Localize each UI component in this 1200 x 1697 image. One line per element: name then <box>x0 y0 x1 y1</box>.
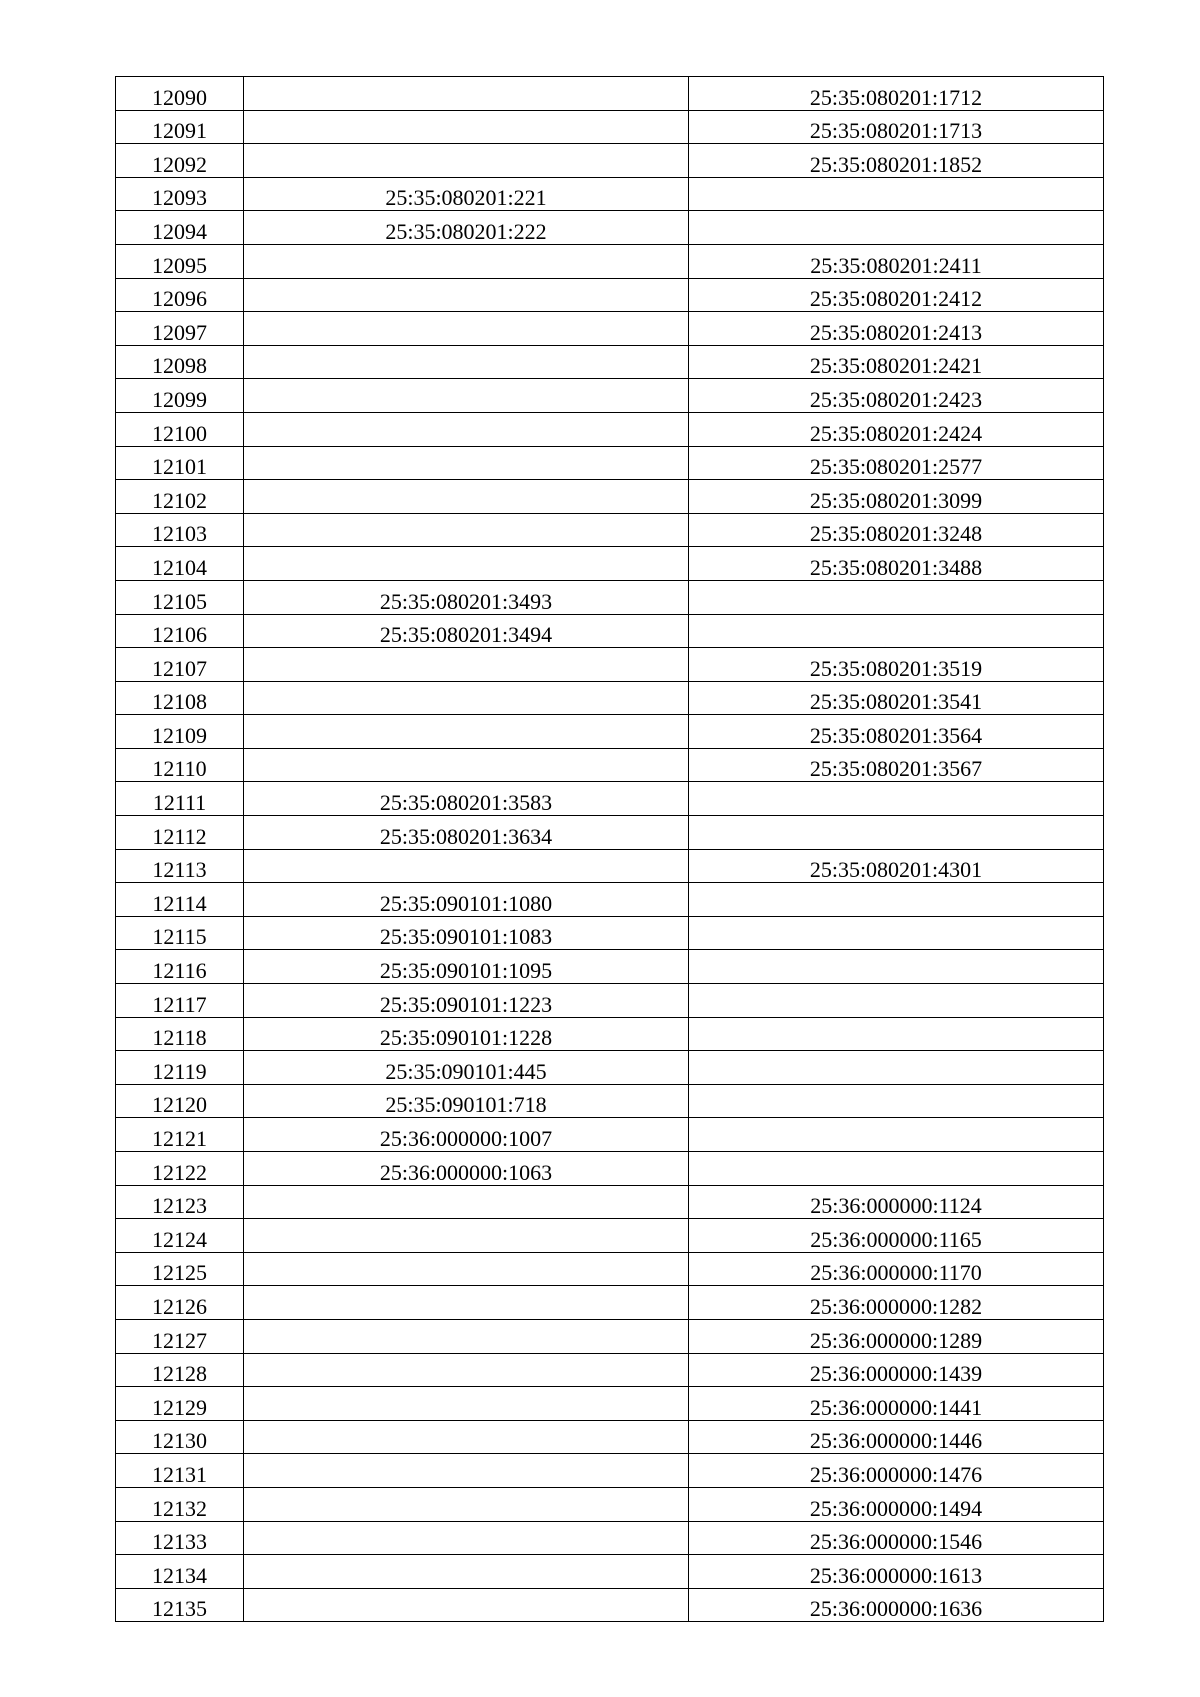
table-row <box>116 244 1104 278</box>
row-number-cell <box>116 110 244 144</box>
row-number-cell <box>116 1521 244 1555</box>
cadastral-number-text-a: 25:35:080201:221 <box>385 185 547 211</box>
row-number-cell <box>116 345 244 379</box>
cadastral-number-text-b: 25:36:000000:1289 <box>809 1327 983 1353</box>
cadastral-number-cell-a <box>244 1319 689 1353</box>
row-number-text: 12095 <box>152 252 207 278</box>
cadastral-number-cell-a <box>244 547 689 581</box>
cadastral-number-text-b: 25:35:080201:2413 <box>809 319 983 345</box>
cadastral-number-cell-b <box>689 1353 1104 1387</box>
cadastral-number-cell-b <box>689 144 1104 178</box>
row-number-text: 12118 <box>152 1025 207 1051</box>
cadastral-number-text-b: 25:36:000000:1446 <box>809 1428 983 1454</box>
cadastral-number-cell-b <box>689 1084 1104 1118</box>
cadastral-number-text-a: 25:35:080201:222 <box>385 218 547 244</box>
cadastral-number-cell-a <box>244 345 689 379</box>
row-number-text: 12121 <box>152 1126 207 1151</box>
cadastral-number-text-a: 25:35:090101:718 <box>385 1092 547 1118</box>
cadastral-number-cell-b <box>689 916 1104 950</box>
table-row <box>116 984 1104 1018</box>
table-row <box>116 1588 1104 1622</box>
row-number-cell <box>116 312 244 346</box>
cadastral-number-cell-a <box>244 1185 689 1219</box>
row-number-text: 12123 <box>152 1193 207 1219</box>
cadastral-number-cell-b <box>689 1487 1104 1521</box>
cadastral-number-table <box>115 76 1104 1622</box>
row-number-cell <box>116 1353 244 1387</box>
cadastral-number-cell-b <box>689 1185 1104 1219</box>
cadastral-number-cell-a <box>244 1051 689 1085</box>
row-number-text: 12108 <box>152 689 207 715</box>
cadastral-number-text-a: 25:35:080201:3494 <box>379 622 553 648</box>
row-number-text: 12129 <box>152 1394 207 1420</box>
cadastral-number-cell-b <box>689 614 1104 648</box>
row-number-text: 12120 <box>152 1092 207 1118</box>
cadastral-number-text-b: 25:35:080201:1712 <box>809 84 983 110</box>
table-row <box>116 211 1104 245</box>
table-row <box>116 379 1104 413</box>
table-row <box>116 1319 1104 1353</box>
cadastral-number-text-b: 25:35:080201:2577 <box>809 454 983 480</box>
table-row <box>116 513 1104 547</box>
row-number-text: 12109 <box>152 722 207 748</box>
table-row <box>116 312 1104 346</box>
cadastral-number-cell-a <box>244 816 689 850</box>
cadastral-number-cell-b <box>689 1319 1104 1353</box>
cadastral-number-cell-b <box>689 278 1104 312</box>
cadastral-number-cell-a <box>244 782 689 816</box>
cadastral-number-text-b: 25:36:000000:1165 <box>810 1226 982 1252</box>
cadastral-number-text-a: 25:35:090101:1080 <box>379 890 553 916</box>
cadastral-number-cell-b <box>689 110 1104 144</box>
cadastral-number-cell-a <box>244 984 689 1018</box>
cadastral-number-cell-b <box>689 1017 1104 1051</box>
table-row <box>116 916 1104 950</box>
cadastral-number-cell-b <box>689 816 1104 850</box>
row-number-text: 12114 <box>152 890 207 916</box>
row-number-text: 12128 <box>152 1361 207 1387</box>
cadastral-number-text-b: 25:36:000000:1282 <box>809 1293 983 1319</box>
cadastral-number-cell-a <box>244 1118 689 1152</box>
cadastral-number-text-b: 25:35:080201:3541 <box>809 689 983 715</box>
cadastral-number-cell-a <box>244 244 689 278</box>
cadastral-number-text-b: 25:36:000000:1636 <box>809 1596 983 1622</box>
row-number-cell <box>116 1017 244 1051</box>
cadastral-number-text-b: 25:35:080201:2423 <box>809 386 983 412</box>
row-number-cell <box>116 77 244 111</box>
row-number-text: 12119 <box>152 1058 207 1084</box>
row-number-cell <box>116 1588 244 1622</box>
table-row <box>116 110 1104 144</box>
table-row <box>116 1051 1104 1085</box>
table-row <box>116 1521 1104 1555</box>
row-number-cell <box>116 883 244 917</box>
row-number-text: 12099 <box>152 386 207 412</box>
cadastral-number-cell-a <box>244 1555 689 1589</box>
row-number-cell <box>116 211 244 245</box>
table-row <box>116 614 1104 648</box>
cadastral-number-cell-a <box>244 1588 689 1622</box>
row-number-cell <box>116 1454 244 1488</box>
cadastral-number-cell-b <box>689 211 1104 245</box>
cadastral-number-cell-b <box>689 580 1104 614</box>
row-number-cell <box>116 1084 244 1118</box>
row-number-text: 12132 <box>152 1495 207 1521</box>
row-number-cell <box>116 1286 244 1320</box>
row-number-text: 12116 <box>152 958 207 984</box>
cadastral-number-cell-b <box>689 1588 1104 1622</box>
row-number-text: 12090 <box>152 84 207 110</box>
cadastral-number-cell-a <box>244 412 689 446</box>
row-number-cell <box>116 480 244 514</box>
row-number-text: 12104 <box>152 554 207 580</box>
row-number-text: 12135 <box>152 1596 207 1622</box>
row-number-text: 12096 <box>152 286 207 312</box>
row-number-text: 12110 <box>152 756 207 782</box>
cadastral-number-text-b: 25:36:000000:1546 <box>809 1529 983 1555</box>
row-number-cell <box>116 547 244 581</box>
row-number-cell <box>116 748 244 782</box>
row-number-cell <box>116 1219 244 1253</box>
table-row <box>116 1118 1104 1152</box>
cadastral-number-cell-b <box>689 782 1104 816</box>
row-number-cell <box>116 782 244 816</box>
row-number-text: 12117 <box>152 991 207 1017</box>
row-number-cell <box>116 816 244 850</box>
cadastral-number-cell-a <box>244 681 689 715</box>
row-number-cell <box>116 849 244 883</box>
cadastral-number-cell-b <box>689 681 1104 715</box>
row-number-cell <box>116 681 244 715</box>
cadastral-number-cell-a <box>244 278 689 312</box>
cadastral-number-text-a: 25:35:080201:3583 <box>379 790 553 816</box>
row-number-cell <box>116 513 244 547</box>
table-row <box>116 816 1104 850</box>
row-number-cell <box>116 614 244 648</box>
cadastral-number-text-b: 25:36:000000:1124 <box>810 1193 982 1219</box>
table-row <box>116 715 1104 749</box>
cadastral-number-text-b: 25:35:080201:2412 <box>809 286 983 312</box>
table-row <box>116 1185 1104 1219</box>
table-row <box>116 1420 1104 1454</box>
row-number-cell <box>116 379 244 413</box>
table-row <box>116 412 1104 446</box>
table-row <box>116 1084 1104 1118</box>
cadastral-number-text-a: 25:36:000000:1007 <box>379 1126 553 1151</box>
cadastral-number-text-b: 25:35:080201:2424 <box>809 420 983 446</box>
cadastral-number-cell-b <box>689 1286 1104 1320</box>
cadastral-number-cell-b <box>689 1555 1104 1589</box>
cadastral-number-text-b: 25:35:080201:3564 <box>809 722 983 748</box>
table-row <box>116 950 1104 984</box>
table-row <box>116 177 1104 211</box>
row-number-text: 12131 <box>152 1461 207 1487</box>
row-number-cell <box>116 1252 244 1286</box>
cadastral-number-text-b: 25:36:000000:1476 <box>809 1461 983 1487</box>
table-row <box>116 446 1104 480</box>
cadastral-number-cell-a <box>244 77 689 111</box>
cadastral-number-cell-b <box>689 446 1104 480</box>
row-number-cell <box>116 1487 244 1521</box>
cadastral-number-cell-b <box>689 312 1104 346</box>
row-number-text: 12091 <box>152 118 207 144</box>
row-number-cell <box>116 177 244 211</box>
row-number-cell <box>116 1387 244 1421</box>
row-number-cell <box>116 1185 244 1219</box>
cadastral-number-cell-b <box>689 547 1104 581</box>
cadastral-number-text-b: 25:35:080201:2421 <box>809 353 983 379</box>
table-row <box>116 1219 1104 1253</box>
row-number-text: 12115 <box>152 924 207 950</box>
row-number-cell <box>116 1118 244 1152</box>
table-row <box>116 278 1104 312</box>
table-row <box>116 681 1104 715</box>
cadastral-number-cell-b <box>689 715 1104 749</box>
table-row <box>116 1353 1104 1387</box>
cadastral-number-cell-a <box>244 513 689 547</box>
cadastral-number-text-a: 25:35:080201:3634 <box>379 823 553 849</box>
cadastral-number-cell-b <box>689 849 1104 883</box>
table-row <box>116 849 1104 883</box>
row-number-text: 12113 <box>152 857 207 883</box>
row-number-text: 12100 <box>152 420 207 446</box>
row-number-cell <box>116 950 244 984</box>
cadastral-number-text-b: 25:36:000000:1613 <box>809 1562 983 1588</box>
cadastral-number-cell-a <box>244 580 689 614</box>
row-number-cell <box>116 580 244 614</box>
cadastral-number-cell-a <box>244 1252 689 1286</box>
cadastral-number-text-b: 25:35:080201:3488 <box>809 554 983 580</box>
table-row <box>116 77 1104 111</box>
cadastral-number-cell-a <box>244 1152 689 1186</box>
row-number-cell <box>116 984 244 1018</box>
cadastral-number-text-a: 25:35:090101:1223 <box>379 991 553 1017</box>
cadastral-number-text-a: 25:35:090101:1228 <box>379 1025 553 1051</box>
cadastral-number-text-b: 25:35:080201:1713 <box>809 118 983 144</box>
cadastral-number-cell-a <box>244 1487 689 1521</box>
row-number-cell <box>116 648 244 682</box>
row-number-cell <box>116 144 244 178</box>
row-number-cell <box>116 1555 244 1589</box>
row-number-text: 12092 <box>152 151 207 177</box>
row-number-cell <box>116 1420 244 1454</box>
table-row <box>116 1555 1104 1589</box>
table-row <box>116 580 1104 614</box>
cadastral-number-text-b: 25:35:080201:2411 <box>810 252 982 278</box>
row-number-cell <box>116 916 244 950</box>
table-row <box>116 1487 1104 1521</box>
cadastral-number-text-a: 25:35:090101:445 <box>385 1058 547 1084</box>
table-row <box>116 1454 1104 1488</box>
row-number-text: 12094 <box>152 218 207 244</box>
cadastral-number-cell-b <box>689 244 1104 278</box>
cadastral-number-cell-b <box>689 1521 1104 1555</box>
cadastral-number-cell-a <box>244 211 689 245</box>
cadastral-number-cell-a <box>244 950 689 984</box>
row-number-text: 12101 <box>152 454 207 480</box>
cadastral-number-text-b: 25:35:080201:3567 <box>809 756 983 782</box>
cadastral-number-text-b: 25:35:080201:3519 <box>809 655 983 681</box>
cadastral-number-cell-a <box>244 1084 689 1118</box>
row-number-cell <box>116 715 244 749</box>
cadastral-number-text-b: 25:36:000000:1170 <box>810 1260 982 1286</box>
cadastral-number-cell-b <box>689 345 1104 379</box>
cadastral-number-cell-b <box>689 1219 1104 1253</box>
row-number-text: 12102 <box>152 487 207 513</box>
table-row <box>116 1387 1104 1421</box>
cadastral-number-cell-a <box>244 715 689 749</box>
row-number-text: 12130 <box>152 1428 207 1454</box>
cadastral-number-cell-b <box>689 648 1104 682</box>
cadastral-number-cell-b <box>689 984 1104 1018</box>
cadastral-number-cell-a <box>244 144 689 178</box>
row-number-text: 12134 <box>152 1562 207 1588</box>
cadastral-number-cell-a <box>244 110 689 144</box>
cadastral-number-text-a: 25:36:000000:1063 <box>379 1159 553 1185</box>
row-number-text: 12127 <box>152 1327 207 1353</box>
cadastral-number-cell-a <box>244 1219 689 1253</box>
row-number-text: 12122 <box>152 1159 207 1185</box>
cadastral-number-cell-a <box>244 916 689 950</box>
table-row <box>116 1286 1104 1320</box>
cadastral-number-cell-a <box>244 849 689 883</box>
row-number-cell <box>116 278 244 312</box>
row-number-cell <box>116 412 244 446</box>
cadastral-number-cell-a <box>244 1286 689 1320</box>
table-row <box>116 883 1104 917</box>
cadastral-number-text-a: 25:35:090101:1095 <box>379 958 553 984</box>
cadastral-number-cell-b <box>689 1420 1104 1454</box>
cadastral-number-cell-b <box>689 883 1104 917</box>
row-number-text: 12107 <box>152 655 207 681</box>
cadastral-number-cell-a <box>244 1420 689 1454</box>
cadastral-number-cell-a <box>244 446 689 480</box>
cadastral-number-text-b: 25:36:000000:1439 <box>809 1361 983 1387</box>
cadastral-number-cell-b <box>689 1252 1104 1286</box>
cadastral-number-cell-a <box>244 1353 689 1387</box>
row-number-text: 12124 <box>152 1226 207 1252</box>
row-number-cell <box>116 446 244 480</box>
cadastral-number-cell-a <box>244 748 689 782</box>
row-number-text: 12097 <box>152 319 207 345</box>
cadastral-number-cell-a <box>244 379 689 413</box>
cadastral-number-cell-b <box>689 748 1104 782</box>
row-number-cell <box>116 1319 244 1353</box>
table-row <box>116 648 1104 682</box>
row-number-text: 12093 <box>152 185 207 211</box>
cadastral-number-cell-b <box>689 480 1104 514</box>
cadastral-number-cell-b <box>689 1118 1104 1152</box>
table-row <box>116 748 1104 782</box>
table-row <box>116 547 1104 581</box>
row-number-text: 12133 <box>152 1529 207 1555</box>
row-number-text: 12111 <box>152 790 207 816</box>
row-number-cell <box>116 1152 244 1186</box>
row-number-text: 12098 <box>152 353 207 379</box>
row-number-cell <box>116 244 244 278</box>
cadastral-number-cell-b <box>689 950 1104 984</box>
cadastral-number-text-b: 25:35:080201:3248 <box>809 521 983 547</box>
cadastral-number-cell-a <box>244 1387 689 1421</box>
row-number-text: 12125 <box>152 1260 207 1286</box>
table-row <box>116 144 1104 178</box>
document-page <box>115 76 1103 1622</box>
cadastral-number-text-b: 25:36:000000:1441 <box>809 1394 983 1420</box>
table-row <box>116 345 1104 379</box>
cadastral-number-cell-a <box>244 1521 689 1555</box>
cadastral-number-cell-a <box>244 177 689 211</box>
cadastral-number-cell-a <box>244 1454 689 1488</box>
cadastral-number-cell-b <box>689 1152 1104 1186</box>
table-row <box>116 1152 1104 1186</box>
row-number-cell <box>116 1051 244 1085</box>
cadastral-number-text-b: 25:35:080201:4301 <box>809 857 983 883</box>
table-body <box>116 77 1104 1622</box>
table-row <box>116 1017 1104 1051</box>
cadastral-number-cell-b <box>689 1454 1104 1488</box>
row-number-text: 12103 <box>152 521 207 547</box>
cadastral-number-cell-b <box>689 513 1104 547</box>
cadastral-number-text-b: 25:35:080201:1852 <box>809 151 983 177</box>
table-row <box>116 1252 1104 1286</box>
cadastral-number-cell-a <box>244 614 689 648</box>
cadastral-number-text-a: 25:35:080201:3493 <box>379 588 553 614</box>
cadastral-number-text-b: 25:36:000000:1494 <box>809 1495 983 1521</box>
row-number-text: 12106 <box>152 622 207 648</box>
row-number-text: 12126 <box>152 1293 207 1319</box>
row-number-text: 12112 <box>152 823 207 849</box>
cadastral-number-cell-b <box>689 77 1104 111</box>
cadastral-number-cell-b <box>689 1387 1104 1421</box>
cadastral-number-cell-a <box>244 480 689 514</box>
cadastral-number-cell-b <box>689 177 1104 211</box>
cadastral-number-cell-b <box>689 412 1104 446</box>
table-row <box>116 782 1104 816</box>
cadastral-number-text-b: 25:35:080201:3099 <box>809 487 983 513</box>
cadastral-number-cell-b <box>689 379 1104 413</box>
table-row <box>116 480 1104 514</box>
row-number-text: 12105 <box>152 588 207 614</box>
cadastral-number-cell-b <box>689 1051 1104 1085</box>
cadastral-number-cell-a <box>244 312 689 346</box>
cadastral-number-text-a: 25:35:090101:1083 <box>379 924 553 950</box>
cadastral-number-cell-a <box>244 648 689 682</box>
cadastral-number-cell-a <box>244 1017 689 1051</box>
cadastral-number-cell-a <box>244 883 689 917</box>
